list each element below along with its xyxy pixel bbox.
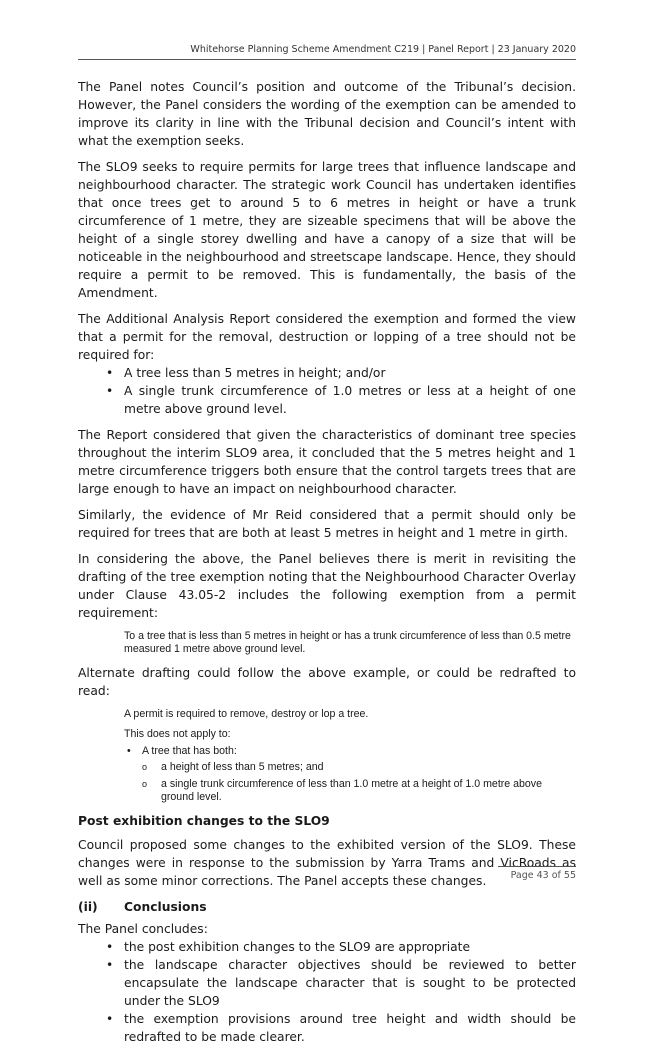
paragraph: The Additional Analysis Report considered the exemption and formed the view that a permit for the removal, destruction or lopping of a tree should not be required for: — [78, 312, 576, 362]
alternate-drafting — [124, 708, 576, 804]
exemption-criteria-list — [78, 364, 576, 418]
paragraph: The Panel concludes: — [78, 922, 208, 936]
page-header: Whitehorse Planning Scheme Amendment C219 | Panel Report | 23 January 2020 — [78, 44, 576, 60]
quoted-exemption — [124, 630, 576, 656]
list-item: • A tree less than 5 metres in height; and/or — [124, 364, 576, 382]
section-number: (ii) — [78, 900, 98, 914]
quote-subitem: o a height of less than 5 metres; and — [124, 761, 576, 774]
paragraph: The Panel notes Council’s position and outcome of the Tribunal’s decision. However, the Panel considers the wording of the exemption can be amended to improve its clarity in line with the Tribunal decision and Council’s intent with what the exemption seeks. — [78, 80, 576, 148]
paragraph: The SLO9 seeks to require permits for large trees that influence landscape and neighbourhood character. The strategic work Council has undertaken identifies that once trees get to around 5 to 6 metres in height or have a trunk circumference of 1 metre, they are sizeable specimens that will be above the height of a single storey dwelling and have a canopy of a size that will be noticeable in the neighbourhood and streetscape landscape. Hence, they should require a permit to be removed. This is fundamentally, the basis of the Amendment. — [78, 160, 576, 300]
paragraph: Similarly, the evidence of Mr Reid considered that a permit should only be required for trees that are both at least 5 metres in height and 1 metre in girth. — [78, 508, 576, 540]
conclusions-heading — [78, 898, 576, 916]
section-heading: Post exhibition changes to the SLO9 — [78, 814, 330, 828]
list-item: • the exemption provisions around tree height and width should be redrafted to be made clearer. — [124, 1010, 576, 1046]
list-item: • the post exhibition changes to the SLO9 are appropriate — [124, 938, 576, 956]
quote-line: This does not apply to: — [124, 728, 231, 740]
quote-subitem: o a single trunk circumference of less than 1.0 metre at a height of 1.0 metre above ground level. — [124, 778, 576, 804]
paragraph: Alternate drafting could follow the above example, or could be redrafted to read: — [78, 666, 576, 698]
quote-line: A permit is required to remove, destroy or lop a tree. — [124, 708, 369, 720]
paragraph: The Report considered that given the characteristics of dominant tree species throughout the interim SLO9 area, it concluded that the 5 metres height and 1 metre circumference triggers both ensure that the control targets trees that are large enough to have an impact on neighbourhood character. — [78, 428, 576, 496]
paragraph: In considering the above, the Panel believes there is merit in revisiting the drafting of the tree exemption noting that the Neighbourhood Character Overlay under Clause 43.05-2 includes the following exemption from a permit requirement: — [78, 552, 576, 620]
section-title: Conclusions — [124, 900, 207, 914]
paragraph: Council proposed some changes to the exhibited version of the SLO9. These changes were in response to the submission by Yarra Trams and VicRoads as well as some minor corrections. The Panel accepts these changes. — [78, 838, 576, 888]
conclusions-list — [78, 938, 576, 1046]
list-item: • A single trunk circumference of 1.0 metres or less at a height of one metre above ground level. — [124, 382, 576, 418]
quote-bullet: • A tree that has both: — [124, 745, 576, 758]
list-item: • the landscape character objectives should be reviewed to better encapsulate the landscape character that is sought to be protected under the SLO9 — [124, 956, 576, 1010]
quote-text: To a tree that is less than 5 metres in height or has a trunk circumference of less than 0.5 metre measured 1 metre above ground level. — [124, 630, 571, 655]
page-number: Page 43 of 55 — [498, 866, 576, 881]
page-body — [78, 78, 576, 1054]
